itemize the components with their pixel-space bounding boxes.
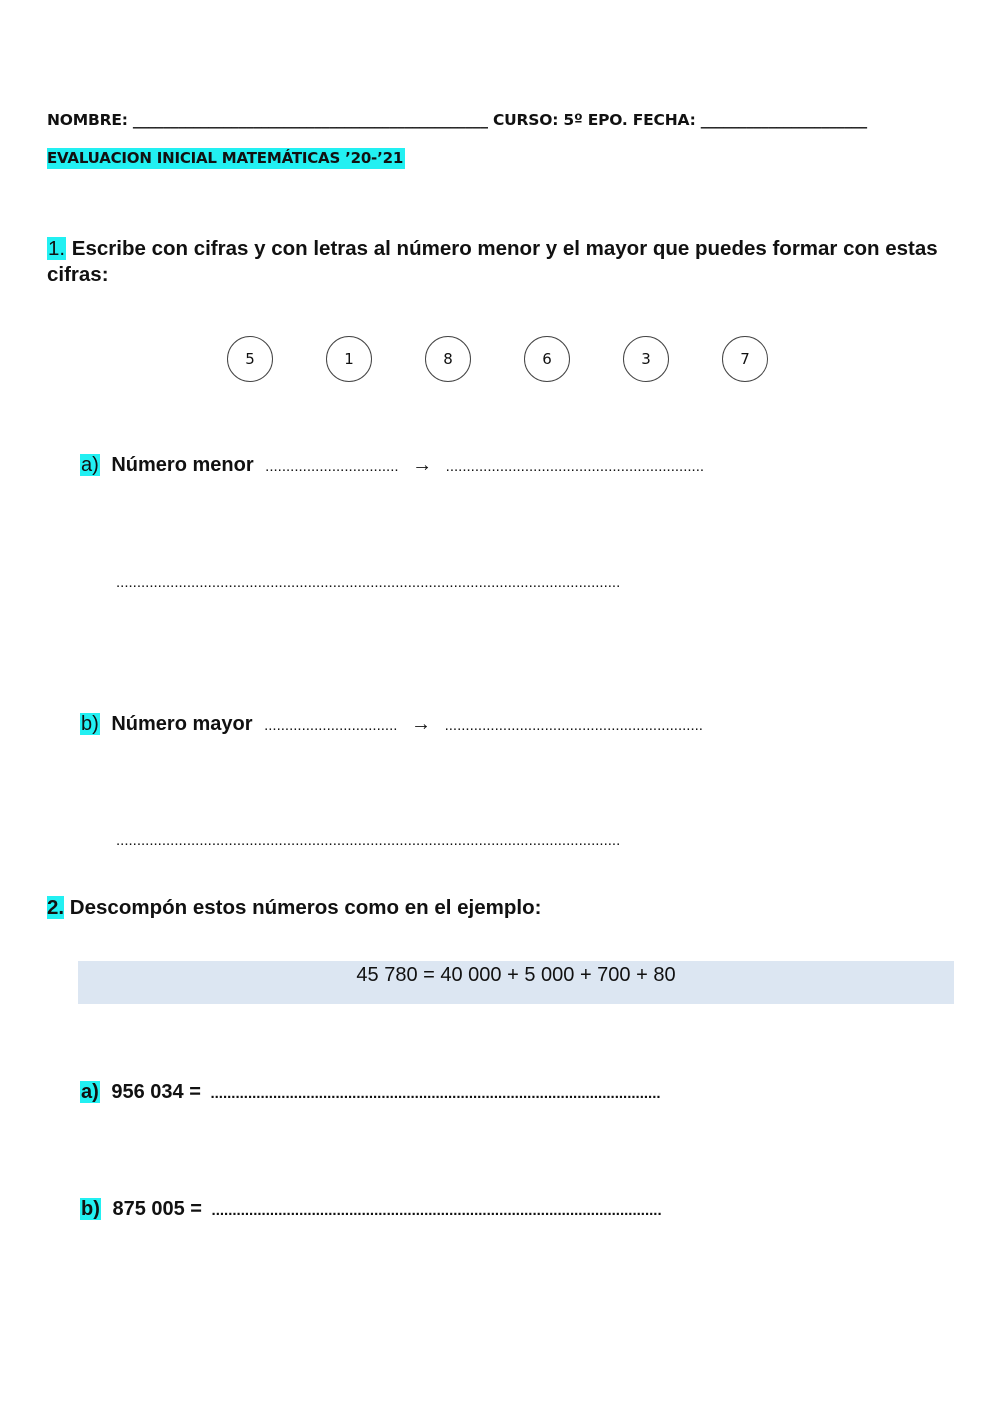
part-a-letter: a) — [81, 1081, 99, 1103]
exam-title: EVALUACION INICIAL MATEMÁTICAS ’20-’21 — [47, 149, 404, 167]
header-name-course-date: NOMBRE: _______________________________________________ CURSO: 5º EPO. FECHA: ______________________ — [47, 111, 867, 129]
question-2-text: Descompón estos números como en el ejemplo: — [64, 896, 542, 919]
digit-circle: 5 — [227, 336, 273, 382]
question-2-part-a — [80, 1081, 661, 1104]
question-1-number: 1. — [48, 237, 66, 260]
answer-words-blank[interactable]: .............................................................. — [444, 717, 703, 734]
digit-circle: 3 — [623, 336, 669, 382]
part-a-label: Número menor — [111, 454, 254, 476]
question-2-number: 2. — [47, 896, 65, 919]
decomposition-blank[interactable]: ............................................................................................................ — [211, 1202, 662, 1219]
part-b-letter: b) — [81, 713, 99, 735]
answer-digits-blank[interactable]: ................................ — [264, 717, 398, 734]
number-875005: 875 005 = — [112, 1198, 202, 1220]
question-2 — [47, 896, 541, 920]
number-956034: 956 034 = — [111, 1081, 201, 1103]
question-2-part-b — [80, 1198, 662, 1221]
decomposition-blank[interactable]: ............................................................................................................ — [210, 1085, 661, 1102]
question-1-part-a — [80, 454, 704, 477]
answer-words-blank[interactable]: .............................................................. — [445, 458, 705, 475]
part-b-letter: b) — [81, 1198, 100, 1220]
digit-circle: 6 — [524, 336, 570, 382]
digit-circle: 8 — [425, 336, 471, 382]
part-a-letter: a) — [81, 454, 99, 476]
answer-words-continued-blank[interactable]: ......................................................................................................................... — [116, 574, 621, 591]
question-1-part-b — [80, 713, 703, 736]
answer-words-continued-blank[interactable]: ......................................................................................................................... — [116, 832, 621, 849]
arrow-icon: → — [411, 713, 431, 735]
digit-circle: 7 — [722, 336, 768, 382]
part-b-label: Número mayor — [111, 713, 253, 735]
digit-circle: 1 — [326, 336, 372, 382]
example-box — [78, 961, 954, 1004]
question-1 — [47, 236, 957, 288]
question-1-text: Escribe con cifras y con letras al número menor y el mayor que puedes formar con estas cifras: — [47, 237, 938, 286]
arrow-icon: → — [412, 454, 433, 476]
example-decomposition: 45 780 = 40 000 + 5 000 + 700 + 80 — [356, 964, 676, 986]
answer-digits-blank[interactable]: ................................ — [265, 458, 399, 475]
